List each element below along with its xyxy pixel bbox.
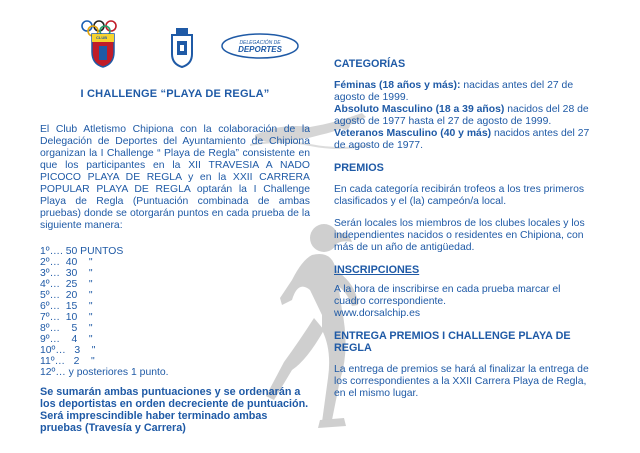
svg-text:DELEGACIÓN DE: DELEGACIÓN DE <box>239 40 281 46</box>
points-list <box>40 246 310 378</box>
svg-text:DEPORTES: DEPORTES <box>238 45 282 54</box>
premios-paragraph-2: Serán locales los miembros de los clubes locales y los independientes nacidos o residentes en Chipiona, con más de un año de antigüedad. <box>334 218 585 253</box>
premios-heading: PREMIOS <box>334 162 384 174</box>
scoring-note: Se sumarán ambas puntuaciones y se ordenarán a los deportistas en orden decreciente de puntuación. <box>40 386 309 410</box>
points-item: 11º… 2 " <box>40 356 95 367</box>
category-absoluto-label: Absoluto Masculino (18 a 39 años) <box>334 104 505 115</box>
entrega-paragraph: La entrega de premios se hará al finalizar la entrega de los correspondientes a la XXII Carrera Playa de Regla, en el mismo lugar. <box>334 364 589 399</box>
club-crest-label: CLUB <box>96 35 108 40</box>
points-item: 1º…. 50 PUNTOS <box>40 246 124 257</box>
completion-note: Será imprescindible haber terminado ambas pruebas (Travesía y Carrera) <box>40 410 268 434</box>
entrega-heading: ENTREGA PREMIOS I CHALLENGE PLAYA DE REGLA <box>334 330 571 354</box>
inscripciones-paragraph: A la hora de inscribirse en cada prueba marcar el cuadro correspondiente. <box>334 284 561 307</box>
points-item: 5º… 20 " <box>40 290 93 301</box>
category-veteranos-label: Veteranos Masculino (40 y más) <box>334 128 492 139</box>
town-shield-icon <box>170 28 194 68</box>
left-column <box>40 88 310 434</box>
points-item: 8º… 5 " <box>40 323 93 334</box>
points-item: 4º… 25 " <box>40 279 93 290</box>
right-column <box>334 58 592 400</box>
department-logo-icon <box>220 32 300 62</box>
category-absoluto <box>334 104 592 128</box>
challenge-title: I CHALLENGE “PLAYA DE REGLA” <box>80 88 270 100</box>
category-absoluto-text: nacidos del 28 de agosto de 1977 hasta el 27 de agosto de 1999. <box>334 104 589 127</box>
category-veteranos <box>334 128 592 152</box>
points-item: 9º… 4 " <box>40 334 93 345</box>
inscripciones-link[interactable]: www.dorsalchip.es <box>334 308 421 319</box>
premios-paragraph-1: En cada categoría recibirán trofeos a los tres primeros clasificados y el (la) campeón/a local. <box>334 184 585 207</box>
points-item: 12º… y posteriores 1 punto. <box>40 367 169 378</box>
intro-paragraph: El Club Atletismo Chipiona con la colaboración de la Delegación de Deportes del Ayuntamiento de Chipiona organizan la I Challenge “ Playa de Regla” consistente en que los participantes en la XII TRAVESIA A NADO PICOCO PLAYA DE REGLA y en la XXII CARRERA POPULAR PLAYA DE REGLA optarán la I Challenge Playa de Regla (Puntuación combinada de ambas pruebas) donde se otorgarán puntos en cada prueba de la siguiente manera: <box>40 124 310 231</box>
category-feminas-text: nacidas antes del 27 de agosto de 1999. <box>334 80 574 103</box>
points-item: 2º… 40 " <box>40 257 93 268</box>
categorias-heading: CATEGORÍAS <box>334 58 406 70</box>
category-feminas <box>334 80 592 104</box>
points-item: 6º… 15 " <box>40 301 93 312</box>
points-item: 7º… 10 " <box>40 312 93 323</box>
inscripciones-heading: INSCRIPCIONES <box>334 264 420 276</box>
category-feminas-label: Féminas (18 años y más): <box>334 80 461 91</box>
logo-bar <box>70 14 300 74</box>
points-item: 3º… 30 " <box>40 268 93 279</box>
category-veteranos-text: nacidos antes del 27 de agosto de 1977. <box>334 128 590 151</box>
points-item: 10º… 3 " <box>40 345 96 356</box>
